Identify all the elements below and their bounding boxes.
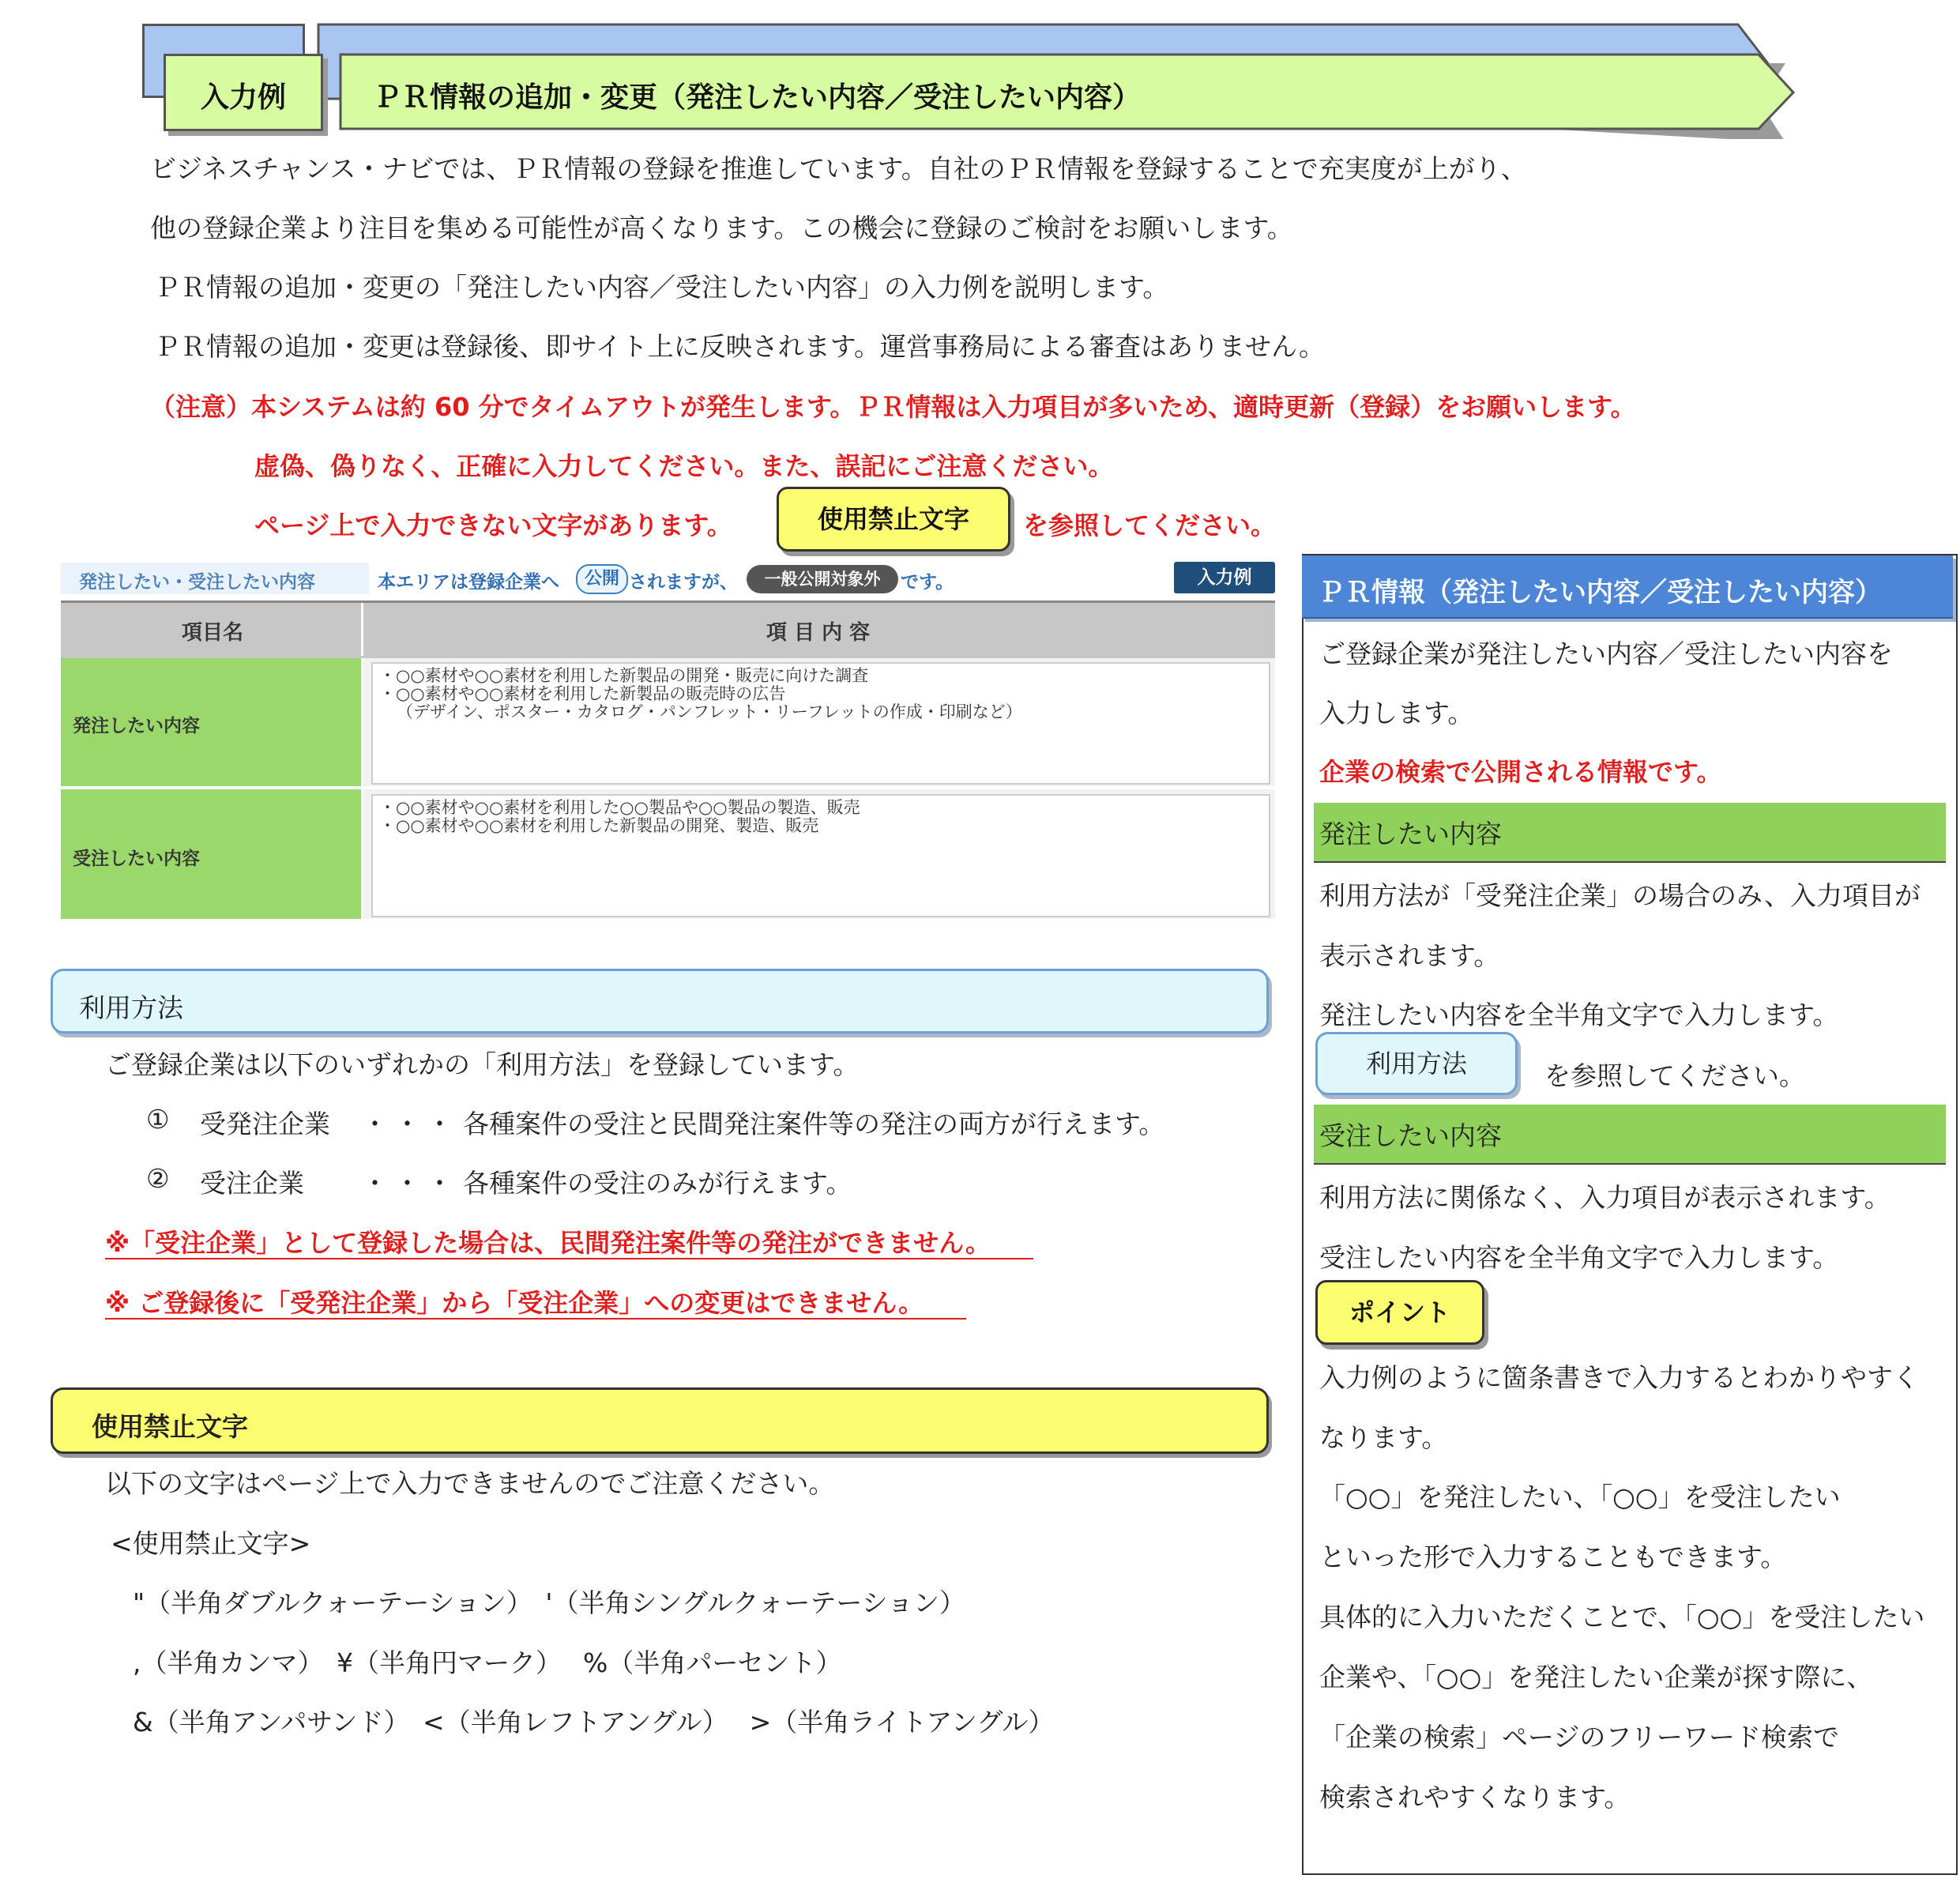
order-content-textarea[interactable] [371, 662, 1270, 785]
intro-line-1: ビジネスチャンス・ナビでは、ＰＲ情報の登録を推進しています。自社のＰＲ情報を登録することで充実度が上がり、 [150, 153, 1527, 184]
timeout-notice: （注意）本システムは約 60 分でタイムアウトが発生します。ＰＲ情報は入力項目が多いため、適時更新（登録）をお願いします。 [150, 392, 1636, 422]
prohibited-chars-button[interactable]: 使用禁止文字 [777, 487, 1010, 552]
usage-section-header [51, 969, 1269, 1033]
sidebar-order-heading: 発注したい内容 [1319, 819, 1502, 849]
sidebar-receive-heading: 受注したい内容 [1319, 1120, 1502, 1151]
usage-item-1-name: 受発注企業 [200, 1109, 330, 1139]
sidebar-receive-line-2: 受注したい内容を全半角文字で入力します。 [1319, 1242, 1839, 1273]
receive-content-textarea[interactable] [371, 794, 1270, 917]
intro-line-3: ＰＲ情報の追加・変更の「発注したい内容／受注したい内容」の入力例を説明します。 [154, 272, 1169, 303]
usage-warning-1: ※「受注企業」として登録した場合は、民間発注案件等の発注ができません。 [105, 1228, 991, 1258]
table-header-divider [361, 603, 363, 656]
receive-content-line-2: ・○○素材や○○素材を利用した新製品の開発、製造、販売 [379, 816, 819, 835]
sidebar-point-line-4: といった形で入力することもできます。 [1319, 1542, 1787, 1572]
sidebar-order-line-3: 発注したい内容を全半角文字で入力します。 [1319, 1000, 1839, 1030]
order-content-line-2: ・○○素材や○○素材を利用した新製品の販売時の広告 [379, 684, 786, 703]
sidebar-public-note: 企業の検索で公開される情報です。 [1319, 757, 1722, 787]
usage-item-2-name: 受注企業 [200, 1168, 304, 1199]
usage-warning-2: ※ ご登録後に「受発注企業」から「受注企業」への変更はできません。 [105, 1288, 924, 1318]
accuracy-notice: 虚偽、偽りなく、正確に入力してください。また、誤記にご注意ください。 [254, 451, 1114, 481]
receive-content-line-1: ・○○素材や○○素材を利用した○○製品や○○製品の製造、販売 [379, 798, 860, 817]
prohibited-notice-suffix: を参照してください。 [1023, 510, 1277, 540]
sidebar-point-line-8: 検索されやすくなります。 [1319, 1782, 1631, 1813]
sidebar-point-line-3: 「○○」を発注したい、「○○」を受注したい [1319, 1482, 1841, 1512]
column-header-item: 項目名 [182, 621, 244, 645]
sidebar-order-line-2: 表示されます。 [1319, 940, 1500, 971]
usage-item-1-num: ① [146, 1104, 170, 1135]
header-title: ＰＲ情報の追加・変更（発注したい内容／受注したい内容） [373, 81, 1142, 114]
sidebar-order-line-1: 利用方法が「受発注企業」の場合のみ、入力項目が [1319, 880, 1920, 911]
prohibited-list-title: <使用禁止文字> [111, 1528, 311, 1559]
sidebar-desc-1: ご登録企業が発注したい内容／受注したい内容を [1319, 638, 1893, 669]
sidebar-usage-ref: を参照してください。 [1544, 1060, 1805, 1091]
prohibited-line-1: "（半角ダブルクォーテーション） '（半角シングルクォーテーション） [133, 1587, 966, 1618]
sidebar-receive-line-1: 利用方法に関係なく、入力項目が表示されます。 [1319, 1182, 1890, 1213]
receive-row-label: 受注したい内容 [73, 849, 200, 869]
sidebar-title: ＰＲ情報（発注したい内容／受注したい内容） [1318, 577, 1882, 608]
usage-warning-2-underline [105, 1318, 966, 1320]
sidebar-point-line-5: 具体的に入力いただくことで、「○○」を受注したい [1319, 1602, 1925, 1632]
usage-warning-1-underline [105, 1258, 1033, 1259]
sidebar-point-line-2: なります。 [1319, 1422, 1448, 1453]
form-notice-suffix: です。 [901, 572, 954, 593]
order-content-line-3: （デザイン、ポスター・カタログ・パンフレット・リーフレットの作成・印刷など） [397, 702, 1022, 721]
header-tab [164, 54, 323, 131]
intro-line-2: 他の登録企業より注目を集める可能性が高くなります。この機会に登録のご検討をお願いします。 [150, 213, 1293, 243]
prohibited-notice-prefix: ページ上で入力できない文字があります。 [254, 510, 732, 540]
prohibited-line-2: ,（半角カンマ） ¥（半角円マーク） %（半角パーセント） [133, 1647, 842, 1678]
usage-item-2-dots: ・・・ [362, 1168, 459, 1199]
column-header-content: 項 目 内 容 [766, 621, 871, 645]
order-row-label: 発注したい内容 [73, 716, 200, 736]
usage-heading: 利用方法 [79, 992, 183, 1023]
form-section-label: 発注したい・受注したい内容 [79, 572, 315, 593]
order-content-line-1: ・○○素材や○○素材を利用した新製品の開発・販売に向けた調査 [379, 666, 869, 685]
usage-item-2-desc: 各種案件の受注のみが行えます。 [463, 1168, 852, 1199]
usage-item-2-num: ② [146, 1163, 170, 1194]
form-notice-prefix: 本エリアは登録企業へ [378, 572, 559, 593]
form-notice-middle: されますが、 [629, 572, 738, 593]
prohibited-heading: 使用禁止文字 [92, 1411, 248, 1442]
usage-intro: ご登録企業は以下のいずれかの「利用方法」を登録しています。 [105, 1049, 860, 1080]
intro-line-4: ＰＲ情報の追加・変更は登録後、即サイト上に反映されます。運営事務局による審査はありません。 [154, 331, 1326, 362]
example-badge: 入力例 [1174, 562, 1275, 593]
sidebar-point-line-6: 企業や、「○○」を発注したい企業が探す際に、 [1319, 1662, 1873, 1692]
sidebar-point-line-1: 入力例のように箇条書きで入力するとわかりやすく [1319, 1362, 1919, 1393]
sidebar-point-line-7: 「企業の検索」ページのフリーワード検索で [1319, 1722, 1840, 1753]
usage-item-1-desc: 各種案件の受注と民間発注案件等の発注の両方が行えます。 [463, 1109, 1165, 1139]
usage-item-1-dots: ・・・ [362, 1109, 459, 1139]
prohibited-line-3: &（半角アンパサンド） <（半角レフトアングル） >（半角ライトアングル） [133, 1707, 1055, 1738]
prohibited-intro: 以下の文字はページ上で入力できませんのでご注意ください。 [105, 1468, 835, 1499]
header-tab-label: 入力例 [201, 81, 287, 114]
sidebar-point-badge: ポイント [1315, 1280, 1484, 1345]
sidebar-usage-button[interactable]: 利用方法 [1315, 1032, 1518, 1095]
public-badge: 公開 [576, 564, 628, 594]
exclusion-badge: 一般公開対象外 [747, 565, 898, 593]
sidebar-desc-2: 入力します。 [1319, 698, 1474, 729]
